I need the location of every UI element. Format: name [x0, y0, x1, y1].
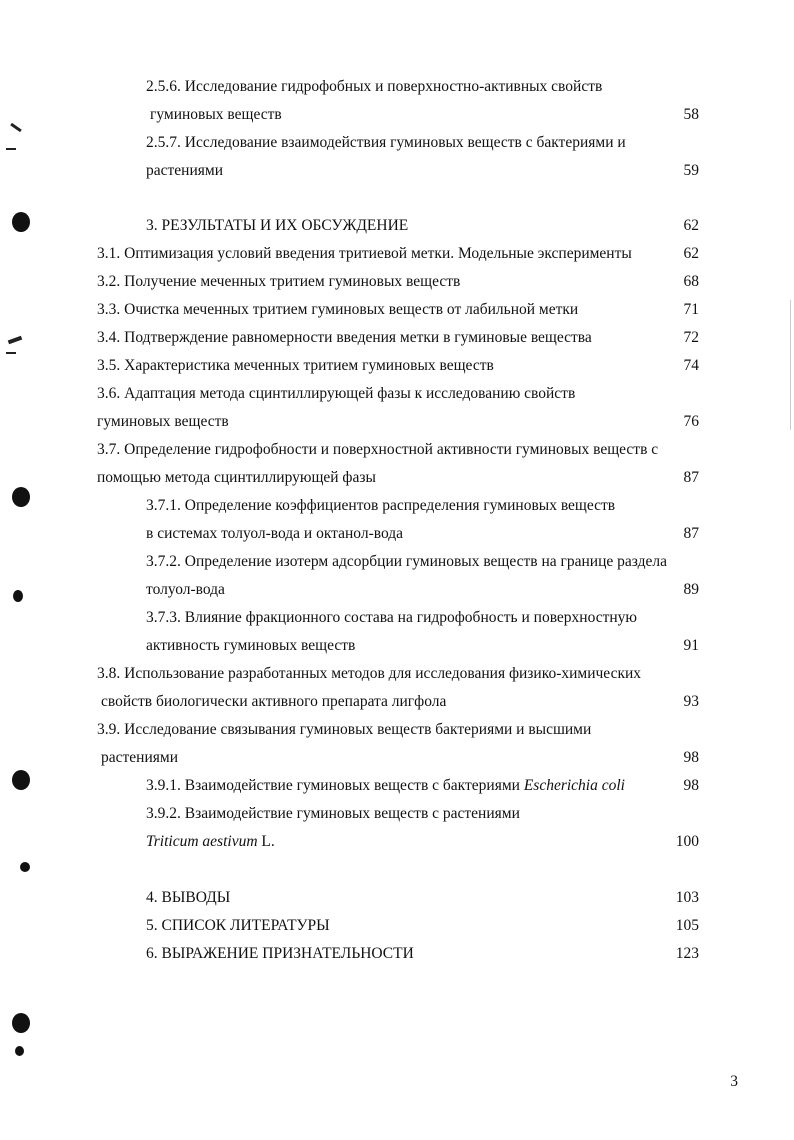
toc-entry-title: 3.5. Характеристика меченных тритием гуминовых веществ [97, 357, 494, 374]
toc-entry-title-cont: растениями [101, 749, 178, 766]
toc-entry-title: 3.4. Подтверждение равномерности введения метки в гуминовые вещества [97, 329, 592, 346]
toc-chapter-title: 4. ВЫВОДЫ [146, 889, 231, 906]
species-name: Triticum aestivum [146, 833, 258, 850]
species-name: Escherichia coli [523, 777, 625, 794]
toc-page-number: 91 [683, 637, 699, 654]
binder-hole [12, 212, 30, 232]
toc-page-number: 87 [683, 525, 699, 542]
toc-entry-title: 3.6. Адаптация метода сцинтиллирующей фазы к исследованию свойств [97, 385, 576, 402]
binder-hole [12, 487, 30, 507]
binder-hole [12, 1013, 30, 1033]
toc-page-number: 98 [683, 749, 699, 766]
toc-entry-title: 3.7.2. Определение изотерм адсорбции гуминовых веществ на границе раздела [146, 553, 667, 570]
toc-entry-title: 3.7.3. Влияние фракционного состава на гидрофобность и поверхностную [146, 609, 638, 626]
toc-page-number: 58 [683, 106, 699, 123]
toc-entry-title: 2.5.7. Исследование взаимодействия гуминовых веществ с бактериями и [146, 134, 626, 151]
toc-entry-title: 3.7. Определение гидрофобности и поверхностной активности гуминовых веществ с [97, 441, 659, 458]
binder-hole [15, 1046, 24, 1056]
page-number: 3 [730, 1073, 738, 1090]
toc-entry-title: 3.9.2. Взаимодействие гуминовых веществ с растениями [146, 805, 520, 822]
toc-entry-title: 3.9. Исследование связывания гуминовых веществ бактериями и высшими [97, 721, 592, 738]
toc-entry-title-text: 3.9.1. Взаимодействие гуминовых веществ с бактериями [146, 777, 524, 794]
toc-entry-title-cont [146, 832, 275, 852]
toc-page-number: 72 [683, 329, 699, 346]
toc-page-number: 76 [683, 413, 699, 430]
toc-entry-title: 2.5.6. Исследование гидрофобных и поверхностно-активных свойств [146, 78, 603, 95]
toc-chapter-title: 5. СПИСОК ЛИТЕРАТУРЫ [146, 917, 330, 934]
toc-page-number: 87 [683, 469, 699, 486]
toc-page-number: 62 [683, 217, 699, 234]
toc-page-number: 71 [683, 301, 699, 318]
toc-chapter-title: 3. РЕЗУЛЬТАТЫ И ИХ ОБСУЖДЕНИЕ [146, 217, 409, 234]
toc-entry-title: 3.3. Очистка меченных тритием гуминовых веществ от лабильной метки [97, 301, 579, 318]
scan-mark [10, 123, 22, 132]
toc-page-number: 74 [683, 357, 699, 374]
binder-hole [12, 770, 30, 790]
toc-page-number: 98 [683, 777, 699, 794]
toc-entry-title [146, 776, 625, 796]
toc-page-number: 103 [675, 889, 699, 906]
toc-entry-title-cont: в системах толуол-вода и октанол-вода [146, 525, 404, 542]
toc-page-number: 89 [683, 581, 699, 598]
toc-entry-title: 3.8. Использование разработанных методов для исследования физико-химических [97, 665, 642, 682]
species-suffix: L. [257, 833, 275, 850]
toc-entry-title-cont: свойств биологически активного препарата лигфола [101, 693, 447, 710]
toc-entry-title-cont: помощью метода сцинтиллирующей фазы [97, 469, 376, 486]
toc-entry-title-cont: гуминовых веществ [97, 413, 229, 430]
toc-page-number: 123 [675, 945, 699, 962]
toc-entry-title-cont: гуминовых веществ [150, 106, 282, 123]
binder-hole [13, 590, 23, 602]
scan-edge-line [790, 300, 791, 430]
toc-chapter-title: 6. ВЫРАЖЕНИЕ ПРИЗНАТЕЛЬНОСТИ [146, 945, 414, 962]
toc-entry-title: 3.2. Получение меченных тритием гуминовых веществ [97, 273, 461, 290]
toc-page-number: 59 [683, 162, 699, 179]
toc-entry-title: 3.1. Оптимизация условий введения тритиевой метки. Модельные эксперименты [97, 245, 632, 262]
toc-page-number: 100 [675, 833, 699, 850]
scan-mark [8, 336, 23, 345]
toc-entry-title: 3.7.1. Определение коэффициентов распределения гуминовых веществ [146, 497, 616, 514]
scan-mark [6, 148, 16, 150]
toc-entry-title-cont: активность гуминовых веществ [146, 637, 356, 654]
binder-hole [20, 862, 30, 872]
toc-page-number: 62 [683, 245, 699, 262]
toc-page-number: 68 [683, 273, 699, 290]
toc-entry-title-cont: растениями [146, 162, 223, 179]
toc-page-number: 93 [683, 693, 699, 710]
toc-page-number: 105 [675, 917, 699, 934]
toc-entry-title-cont: толуол-вода [146, 581, 225, 598]
scan-mark [6, 352, 16, 354]
